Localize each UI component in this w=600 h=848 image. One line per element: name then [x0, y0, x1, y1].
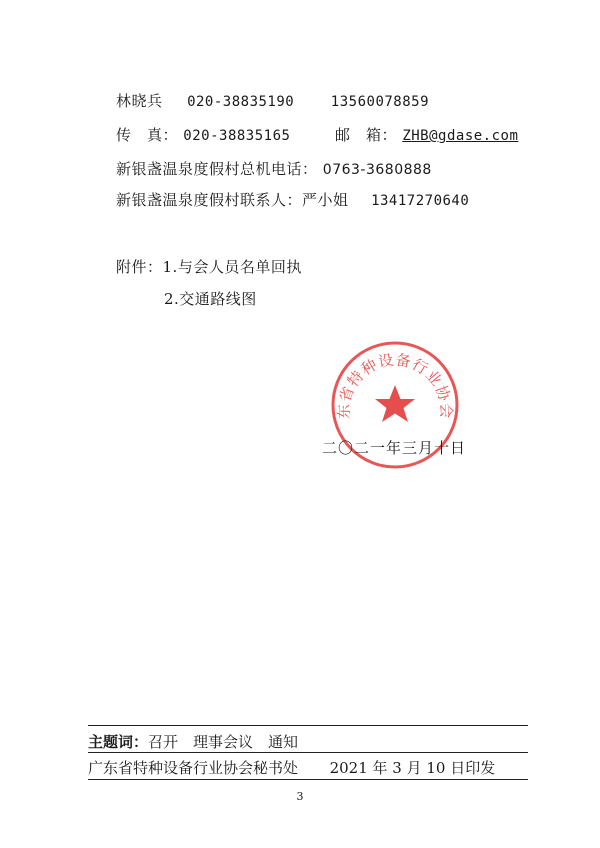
issue-date: 2021 年 3 月 10 日印发 — [329, 759, 496, 777]
attachment-item-2 — [164, 288, 257, 309]
subject-label: 主题词： — [88, 733, 149, 751]
issue-line — [88, 757, 495, 778]
resort-phone: 0763-3680888 — [322, 162, 432, 178]
resort-contact-label: 新银盏温泉度假村联系人：严小姐 — [116, 191, 349, 209]
resort-contact-phone: 13417270640 — [371, 193, 470, 209]
document-date: 二〇二一年三月十日 — [322, 439, 467, 457]
attachment-label: 附件： — [116, 258, 163, 276]
attachment-text: 1.与会人员名单回执 — [162, 258, 302, 276]
footer-rule-middle — [88, 752, 528, 753]
page-number: 3 — [296, 790, 304, 803]
contact-line-4 — [116, 189, 469, 210]
contact-mobile: 13560078859 — [330, 94, 430, 110]
contact-phone: 020-38835190 — [187, 94, 295, 110]
footer-rule-top — [88, 725, 528, 726]
issuer-name: 广东省特种设备行业协会秘书处 — [88, 759, 299, 777]
email-address: ZHB@gdase.com — [402, 128, 519, 144]
subject-line — [88, 731, 298, 752]
contact-line-1 — [116, 90, 429, 111]
footer-rule-bottom — [88, 779, 528, 780]
seal-text: 东省特种设备行业协会 — [334, 350, 456, 420]
contact-line-2 — [116, 124, 518, 145]
resort-phone-label: 新银盏温泉度假村总机电话： — [116, 160, 318, 178]
contact-name: 林晓兵 — [116, 92, 163, 110]
contact-line-3 — [116, 158, 432, 179]
email-label: 邮 箱： — [335, 126, 398, 144]
subject-keywords: 召开 理事会议 通知 — [148, 733, 299, 751]
fax-label: 传 真： — [116, 126, 179, 144]
attachment-text: 2.交通路线图 — [164, 290, 257, 308]
fax-number: 020-38835165 — [183, 128, 291, 144]
attachment-item-1 — [116, 256, 302, 277]
seal-star-icon — [375, 385, 415, 422]
